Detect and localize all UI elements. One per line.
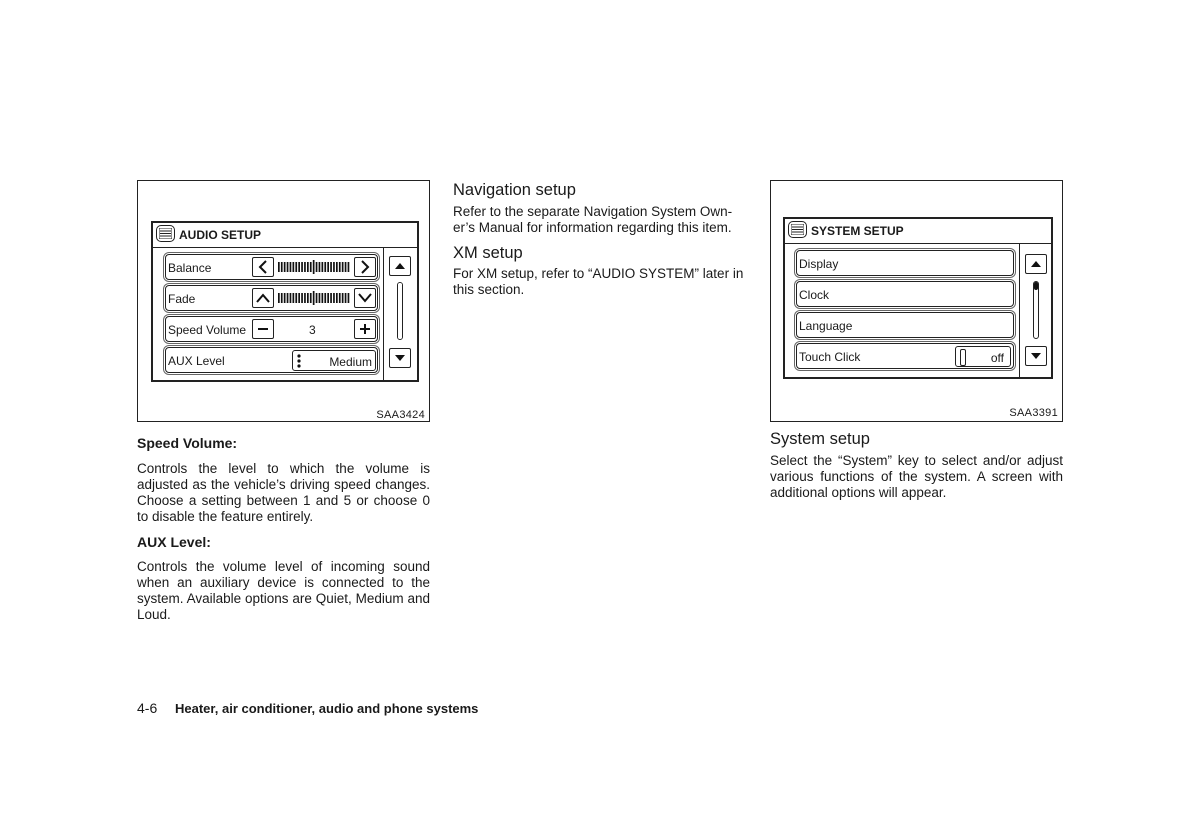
page-number: 4-6 xyxy=(137,700,158,716)
touch-click-row[interactable] xyxy=(796,343,1014,369)
aux-level-row[interactable] xyxy=(165,347,378,373)
slider-tick xyxy=(304,262,306,272)
aux-level-selector[interactable] xyxy=(292,350,376,371)
audio-setup-screen xyxy=(151,221,419,382)
minus-icon xyxy=(253,320,273,338)
slider-tick xyxy=(284,293,286,303)
slider-tick xyxy=(339,262,341,272)
row-label: Touch Click xyxy=(799,350,861,364)
balance-slider[interactable] xyxy=(277,260,351,274)
scroll-down-button[interactable] xyxy=(389,348,411,368)
scrollbar[interactable] xyxy=(1033,281,1039,339)
slider-tick xyxy=(301,293,303,303)
system-setup-heading: System setup xyxy=(770,430,870,448)
system-setup-screen xyxy=(783,217,1053,379)
slider-tick xyxy=(319,262,321,272)
row-label: Speed Volume xyxy=(168,323,247,337)
slider-tick xyxy=(313,291,315,305)
aux-level-heading: AUX Level: xyxy=(137,534,211,550)
slider-tick xyxy=(345,293,347,303)
slider-tick xyxy=(287,293,289,303)
triangle-down-icon xyxy=(1026,347,1046,365)
slider-tick xyxy=(304,293,306,303)
language-row[interactable] xyxy=(796,312,1014,338)
slider-tick xyxy=(298,262,300,272)
system-setup-text: Select the “System” key to select and/or adjust various functions of the system. A screen with additional options will appear. xyxy=(770,453,1063,500)
screen-title: AUDIO SETUP xyxy=(179,228,262,242)
slider-tick xyxy=(342,293,344,303)
slider-tick xyxy=(324,293,326,303)
scrollbar-thumb[interactable] xyxy=(1034,282,1038,290)
slider-tick xyxy=(322,293,324,303)
row-label: AUX Level xyxy=(168,354,225,368)
slider-tick xyxy=(333,293,335,303)
row-label: Balance xyxy=(168,261,212,275)
speed-volume-plus-button[interactable] xyxy=(354,319,376,339)
scrollbar[interactable] xyxy=(397,282,403,340)
touch-click-toggle[interactable] xyxy=(955,346,1011,367)
slider-tick xyxy=(336,262,338,272)
xm-setup-text-line1: For XM setup, refer to “AUDIO SYSTEM” later in xyxy=(453,266,744,281)
speed-volume-text: Controls the level to which the volume is adjusted as the vehicle’s driving speed changes. Choose a setting between 1 and 5 or choose 0 to disable the feature entirely. xyxy=(137,461,430,524)
figure-code: SAA3391 xyxy=(1009,407,1058,419)
slider-tick xyxy=(298,293,300,303)
scroll-down-button[interactable] xyxy=(1025,346,1047,366)
slider-tick xyxy=(322,262,324,272)
slider-tick xyxy=(278,293,280,303)
balance-row[interactable] xyxy=(165,254,378,280)
slider-tick xyxy=(342,262,344,272)
speed-volume-value: 3 xyxy=(309,323,316,337)
slider-tick xyxy=(290,262,292,272)
navigation-setup-heading: Navigation setup xyxy=(453,181,576,199)
aux-level-value: Medium xyxy=(329,355,372,369)
aux-level-text: Controls the volume level of incoming sound when an auxiliary device is connected to the system. Available options are Quiet, Medium and Loud. xyxy=(137,559,430,622)
navigation-setup-text-line1: Refer to the separate Navigation System Own- xyxy=(453,204,733,219)
clock-row[interactable] xyxy=(796,281,1014,307)
screen-header xyxy=(153,223,417,248)
slider-tick xyxy=(307,293,309,303)
slider-tick xyxy=(316,293,318,303)
fade-front-button[interactable] xyxy=(252,288,274,308)
slider-tick xyxy=(295,293,297,303)
xm-setup-heading: XM setup xyxy=(453,244,523,262)
slider-tick xyxy=(348,293,350,303)
slider-tick xyxy=(313,260,315,274)
slider-tick xyxy=(295,262,297,272)
slider-tick xyxy=(333,262,335,272)
speed-volume-row[interactable] xyxy=(165,316,378,342)
triangle-up-icon xyxy=(390,257,410,275)
balance-left-button[interactable] xyxy=(252,257,274,277)
screen-header xyxy=(785,219,1051,244)
menu-icon xyxy=(788,221,807,238)
slider-tick xyxy=(281,293,283,303)
triangle-up-icon xyxy=(1026,255,1046,273)
plus-icon xyxy=(355,320,375,338)
touch-click-value: off xyxy=(990,351,1004,365)
slider-tick xyxy=(327,262,329,272)
chevron-right-icon xyxy=(355,258,375,276)
fade-rear-button[interactable] xyxy=(354,288,376,308)
system-setup-figure xyxy=(770,180,1063,422)
slider-tick xyxy=(330,262,332,272)
row-label: Display xyxy=(799,257,839,271)
scroll-column xyxy=(1019,243,1054,377)
navigation-setup-text-line2: er’s Manual for information regarding this item. xyxy=(453,220,732,235)
toggle-indicator xyxy=(960,349,966,366)
slider-tick xyxy=(319,293,321,303)
slider-tick xyxy=(281,262,283,272)
chevron-left-icon xyxy=(253,258,273,276)
vertical-dots-icon xyxy=(296,353,302,369)
fade-row[interactable] xyxy=(165,285,378,311)
speed-volume-minus-button[interactable] xyxy=(252,319,274,339)
slider-tick xyxy=(301,262,303,272)
speed-volume-heading: Speed Volume: xyxy=(137,435,238,451)
slider-tick xyxy=(348,262,350,272)
triangle-down-icon xyxy=(390,349,410,367)
slider-tick xyxy=(310,262,312,272)
slider-tick xyxy=(339,293,341,303)
scroll-up-button[interactable] xyxy=(389,256,411,276)
footer-chapter-title: Heater, air conditioner, audio and phone systems xyxy=(175,701,479,716)
xm-setup-text-line2: this section. xyxy=(453,282,525,297)
menu-icon xyxy=(156,225,175,242)
slider-tick xyxy=(307,262,309,272)
scroll-column xyxy=(383,247,418,380)
display-row[interactable] xyxy=(796,250,1014,276)
slider-tick xyxy=(330,293,332,303)
scroll-up-button[interactable] xyxy=(1025,254,1047,274)
slider-tick xyxy=(336,293,338,303)
slider-tick xyxy=(293,262,295,272)
slider-tick xyxy=(324,262,326,272)
fade-slider[interactable] xyxy=(277,291,351,305)
slider-tick xyxy=(327,293,329,303)
slider-tick xyxy=(316,262,318,272)
chevron-up-icon xyxy=(253,289,273,307)
figure-code: SAA3424 xyxy=(376,409,425,421)
slider-tick xyxy=(310,293,312,303)
audio-setup-figure xyxy=(137,180,430,422)
slider-tick xyxy=(293,293,295,303)
chevron-down-icon xyxy=(355,289,375,307)
slider-tick xyxy=(278,262,280,272)
slider-tick xyxy=(345,262,347,272)
slider-tick xyxy=(284,262,286,272)
slider-tick xyxy=(290,293,292,303)
row-label: Fade xyxy=(168,292,196,306)
slider-tick xyxy=(287,262,289,272)
scrollbar-thumb[interactable] xyxy=(398,283,402,339)
screen-title: SYSTEM SETUP xyxy=(811,224,904,238)
row-label: Clock xyxy=(799,288,830,302)
row-label: Language xyxy=(799,319,853,333)
balance-right-button[interactable] xyxy=(354,257,376,277)
